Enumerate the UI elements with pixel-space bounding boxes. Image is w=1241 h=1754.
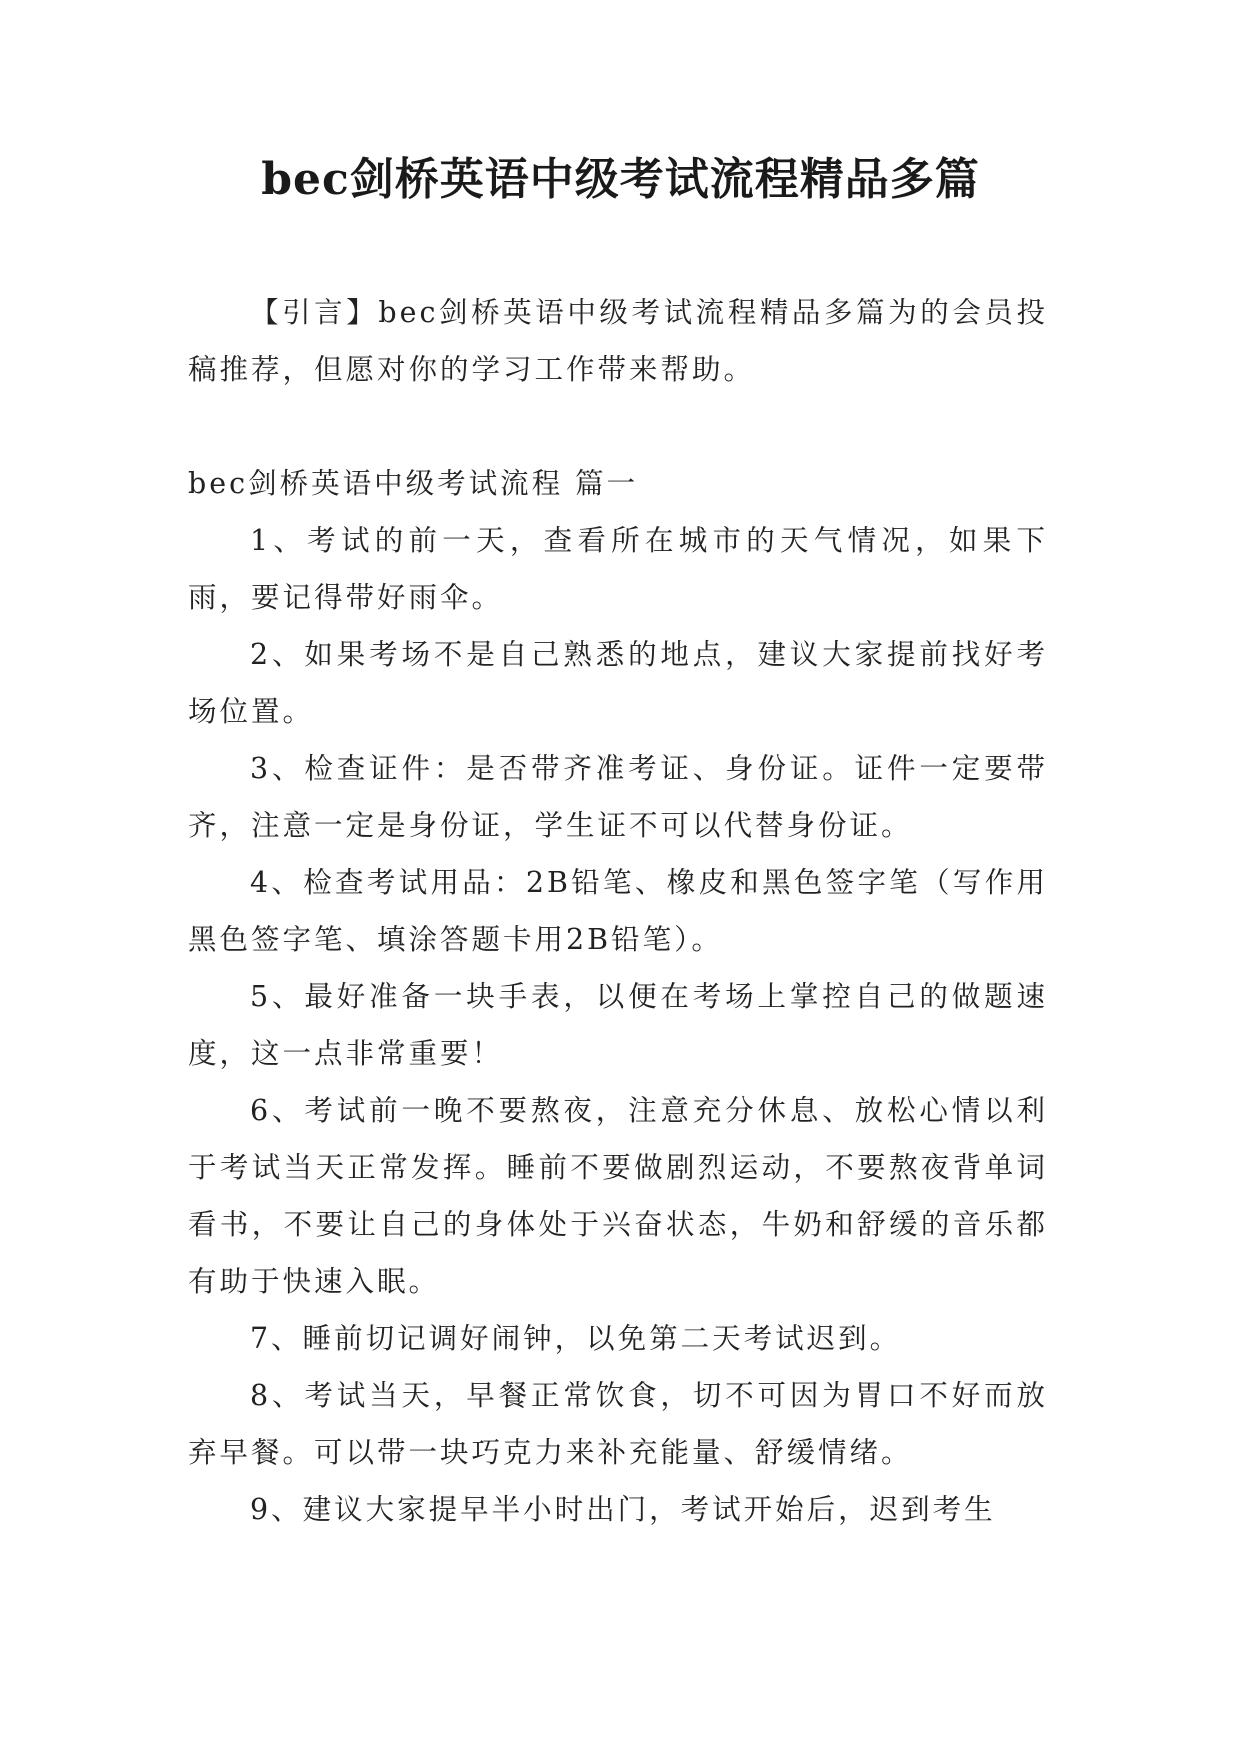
- intro-paragraph: 【引言】bec剑桥英语中级考试流程精品多篇为的会员投稿推荐，但愿对你的学习工作带来帮助。: [188, 296, 1048, 386]
- document-body: [188, 284, 1048, 1538]
- list-item: 4、检查考试用品：2B铅笔、橡皮和黑色签字笔（写作用黑色签字笔、填涂答题卡用2B铅笔）。: [188, 866, 1048, 956]
- document-title: bec剑桥英语中级考试流程精品多篇: [261, 154, 980, 205]
- list-item: 9、建议大家提早半小时出门，考试开始后，迟到考生: [250, 1493, 996, 1526]
- list-item: 2、如果考场不是自己熟悉的地点，建议大家提前找好考场位置。: [188, 638, 1048, 728]
- list-item: 3、检查证件：是否带齐准考证、身份证。证件一定要带齐，注意一定是身份证，学生证不可以代替身份证。: [188, 752, 1048, 842]
- list-item: 7、睡前切记调好闹钟，以免第二天考试迟到。: [250, 1322, 902, 1355]
- list-item: 1、考试的前一天，查看所在城市的天气情况，如果下雨，要记得带好雨伞。: [188, 524, 1048, 614]
- section-heading: bec剑桥英语中级考试流程 篇一: [188, 467, 639, 500]
- list-item: 5、最好准备一块手表，以便在考场上掌控自己的做题速度，这一点非常重要！: [188, 980, 1048, 1070]
- list-item: 8、考试当天，早餐正常饮食，切不可因为胃口不好而放弃早餐。可以带一块巧克力来补充能量、舒缓情绪。: [188, 1379, 1048, 1469]
- list-item: 6、考试前一晚不要熬夜，注意充分休息、放松心情以利于考试当天正常发挥。睡前不要做剧烈运动，不要熬夜背单词看书，不要让自己的身体处于兴奋状态，牛奶和舒缓的音乐都有助于快速入眠。: [188, 1094, 1048, 1298]
